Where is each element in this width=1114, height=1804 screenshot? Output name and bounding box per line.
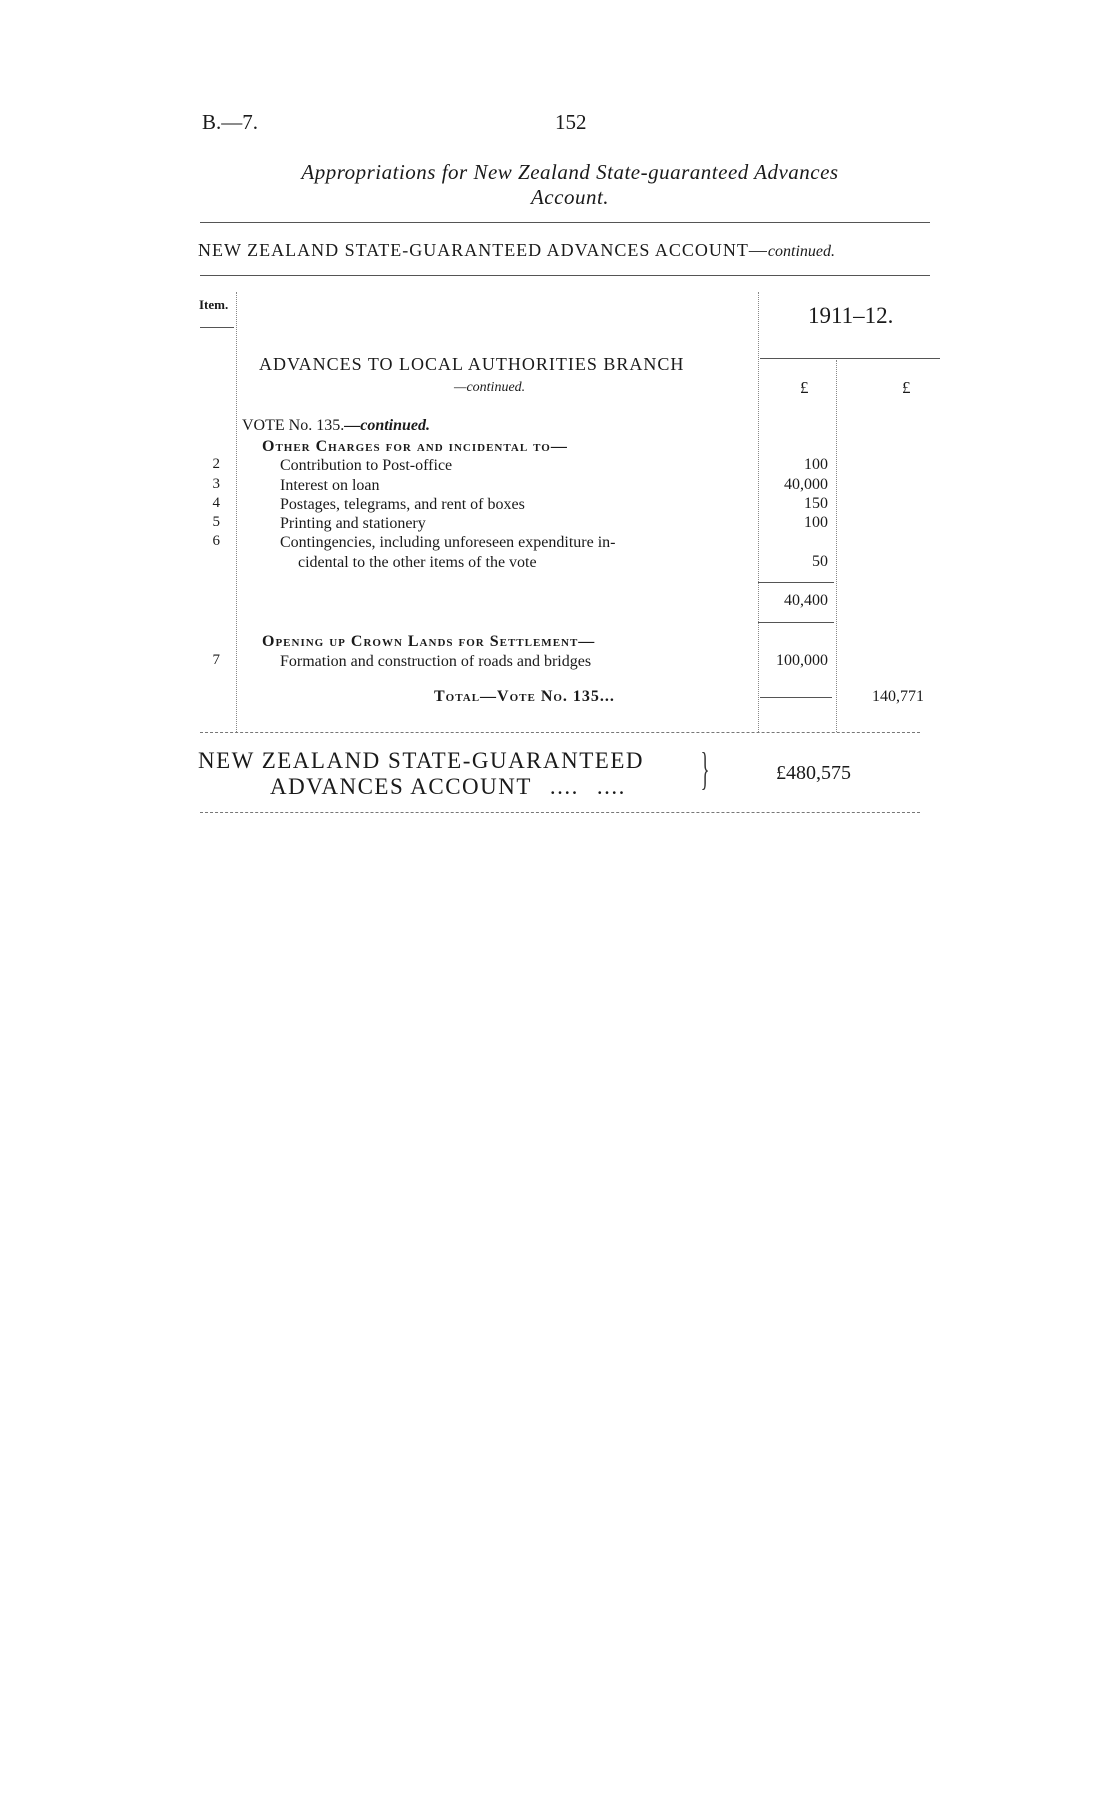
item-number: 5 bbox=[212, 514, 220, 530]
item-label-continued: cidental to the other items of the vote bbox=[298, 554, 537, 571]
subtotal-rule bbox=[758, 622, 834, 623]
document-series: B.—7. bbox=[202, 110, 259, 134]
final-line-2-text: ADVANCES ACCOUNT bbox=[270, 774, 532, 799]
vote-heading bbox=[242, 417, 430, 435]
item-label: Contingencies, including unforeseen expenditure in- bbox=[280, 534, 616, 551]
item-column-rule bbox=[236, 292, 237, 732]
total-label: Total—Vote No. 135... bbox=[434, 688, 615, 705]
total-rule bbox=[760, 697, 832, 698]
subheading-continued: continued. bbox=[767, 243, 835, 260]
currency-symbol: £ bbox=[902, 378, 911, 397]
item-amount: 150 bbox=[804, 495, 828, 512]
item-label bbox=[280, 456, 452, 475]
item-number: 3 bbox=[212, 476, 220, 492]
account-subheading bbox=[198, 240, 835, 261]
final-dots: .... bbox=[596, 774, 626, 799]
item-number: 2 bbox=[212, 456, 220, 472]
divider bbox=[200, 275, 930, 276]
total-column-rule bbox=[836, 360, 837, 732]
item-amount: 40,000 bbox=[784, 476, 828, 493]
item-header-rule bbox=[200, 327, 234, 328]
final-amount: £480,575 bbox=[776, 762, 851, 784]
item-number: 7 bbox=[212, 652, 220, 668]
item-amount: 100 bbox=[804, 456, 828, 473]
divider bbox=[200, 812, 920, 813]
currency-symbol: £ bbox=[800, 378, 809, 397]
vote-number: VOTE No. 135. bbox=[242, 417, 345, 434]
subtotal-amount: 40,400 bbox=[784, 592, 828, 609]
item-column-header: Item. bbox=[199, 297, 229, 312]
year-rule bbox=[760, 358, 940, 359]
opening-heading: Opening up Crown Lands for Settlement— bbox=[262, 633, 596, 650]
item-amount: 50 bbox=[812, 553, 828, 570]
item-number: 4 bbox=[212, 495, 220, 511]
page-title bbox=[200, 160, 940, 210]
item-label: Interest on loan bbox=[280, 477, 380, 494]
item-amount: 100,000 bbox=[776, 652, 828, 669]
final-account-label bbox=[198, 748, 644, 800]
vote-continued: —continued. bbox=[344, 417, 431, 434]
final-line-1: NEW ZEALAND STATE-GUARANTEED bbox=[198, 748, 645, 773]
divider bbox=[200, 222, 930, 223]
brace-icon: } bbox=[700, 743, 710, 794]
page-number: 152 bbox=[555, 110, 587, 134]
branch-heading: ADVANCES TO LOCAL AUTHORITIES BRANCH bbox=[259, 354, 685, 374]
other-charges-heading: Other Charges for and incidental to— bbox=[262, 438, 568, 455]
divider bbox=[200, 732, 920, 733]
year-heading: 1911–12. bbox=[808, 303, 894, 328]
final-line-2 bbox=[198, 774, 644, 800]
title-line-1: Appropriations for New Zealand State-guaranteed Advances bbox=[301, 160, 839, 184]
title-line-2: Account. bbox=[530, 185, 610, 209]
subtotal-rule bbox=[758, 582, 834, 583]
total-amount: 140,771 bbox=[872, 688, 924, 705]
item-label-text: Contribution to Post-office bbox=[280, 457, 453, 474]
item-label: Printing and stationery bbox=[280, 515, 426, 532]
item-label: Formation and construction of roads and bridges bbox=[280, 653, 592, 670]
final-dots: .... bbox=[549, 774, 579, 799]
branch-continued: —continued. bbox=[454, 380, 526, 395]
item-label: Postages, telegrams, and rent of boxes bbox=[280, 496, 525, 513]
item-amount: 100 bbox=[804, 514, 828, 531]
item-number: 6 bbox=[212, 533, 220, 549]
subheading-main: NEW ZEALAND STATE-GUARANTEED ADVANCES ACCOUNT— bbox=[198, 240, 768, 260]
